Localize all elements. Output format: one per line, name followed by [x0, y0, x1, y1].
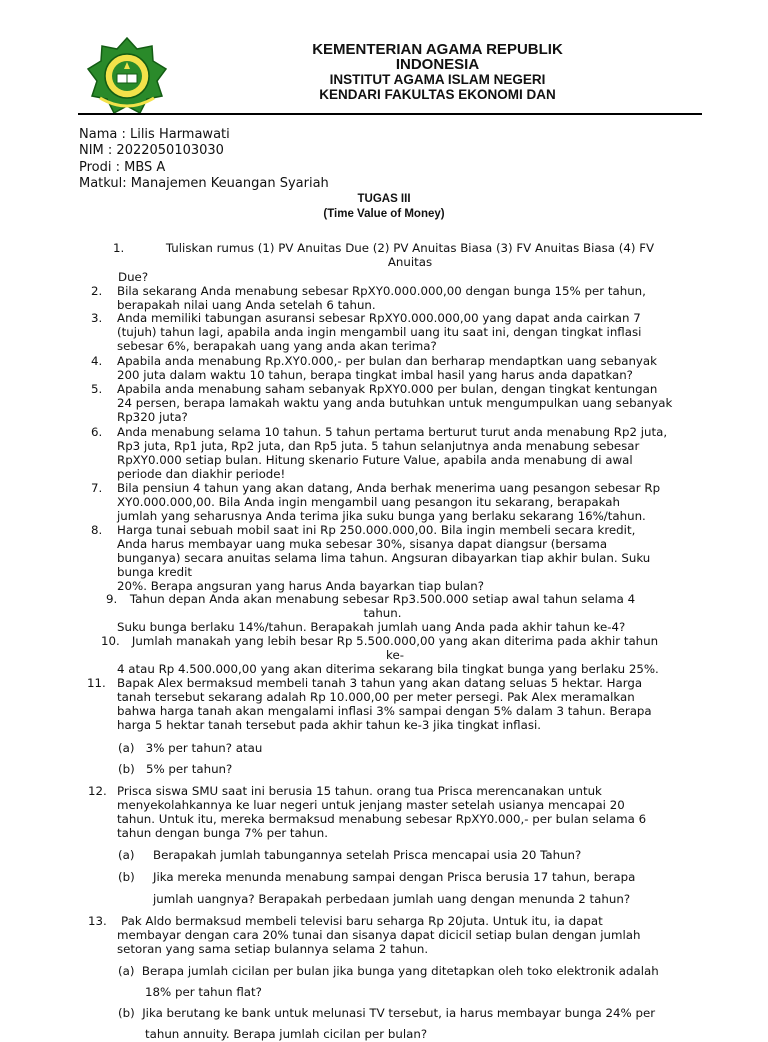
q7-line-3: jumlah yang seharusnya Anda terima jika suku bunga yang berlaku sekarang 16%/tahun.: [117, 509, 646, 523]
q4-line-2: 200 juta dalam waktu 10 tahun, berapa tingkat imbal hasil yang harus anda dapatkan?: [117, 368, 633, 382]
task-subtitle: (Time Value of Money): [323, 208, 445, 220]
institution-logo: [86, 36, 168, 118]
q1-line-3: Due?: [118, 270, 149, 284]
q7-number: 7.: [91, 481, 103, 495]
header-line-3: INSTITUT AGAMA ISLAM NEGERI: [329, 72, 546, 87]
q13-option-a-line-2: 18% per tahun flat?: [145, 985, 262, 999]
q6-line-2: Rp3 juta, Rp1 juta, Rp2 juta, dan Rp5 juta. 5 tahun selanjutnya anda menabung sebesar: [117, 439, 640, 453]
q11-option-a: (a) 3% per tahun? atau: [118, 741, 263, 755]
q12-option-b-line-1: Jika mereka menunda menabung sampai dengan Prisca berusia 17 tahun, berapa: [153, 870, 636, 884]
q10-number: 10.: [101, 634, 120, 648]
q8-line-4: bunga kredit: [117, 565, 192, 579]
q10-line-3: 4 atau Rp 4.500.000,00 yang akan diterima sekarang bila tingkat bunga yang berlaku 25%.: [117, 662, 659, 676]
student-name: Nama : Lilis Harmawati: [79, 127, 230, 142]
q12-line-1: Prisca siswa SMU saat ini berusia 15 tahun. orang tua Prisca merencanakan untuk: [117, 784, 602, 798]
q5-line-1: Apabila anda menabung saham sebanyak RpXY0.000 per bulan, dengan tingkat kentungan: [117, 382, 658, 396]
student-identity: [79, 127, 329, 193]
student-course: Matkul: Manajemen Keuangan Syariah: [79, 176, 329, 192]
q11-line-2: tanah tersebut sekarang adalah Rp 10.000,00 per meter persegi. Pak Alex meramalkan: [117, 690, 635, 704]
q1-line-2: Anuitas: [387, 255, 433, 269]
q11-option-b: (b) 5% per tahun?: [118, 762, 233, 776]
q12-number: 12.: [88, 784, 107, 798]
q3-line-3: sebesar 6%, berapakah uang yang anda akan terima?: [117, 339, 437, 353]
q12-option-a-label: (a): [118, 848, 135, 862]
q13-option-b-line-2: tahun annuity. Berapa jumlah cicilan per bulan?: [145, 1027, 428, 1041]
task-title: TUGAS III: [357, 193, 411, 205]
q9-line-1: Tahun depan Anda akan menabung sebesar Rp3.500.000 setiap awal tahun selama 4: [129, 592, 636, 606]
q13-option-a-line-1: (a) Berapa jumlah cicilan per bulan jika bunga yang ditetapkan oleh toko elektronik adalah: [118, 964, 659, 978]
q10-line-2: ke-: [386, 648, 404, 662]
q3-line-1: Anda memiliki tabungan asuransi sebesar RpXY0.000.000,00 yang dapat anda cairkan 7: [117, 311, 641, 325]
q12-line-3: tahun. Untuk itu, mereka bermaksud menabung sebesar RpXY0.000,- per bulan selama 6: [117, 812, 647, 826]
q7-line-1: Bila pensiun 4 tahun yang akan datang, Anda berhak menerima uang pesangon sebesar Rp: [117, 481, 661, 495]
q6-line-3: RpXY0.000 setiap bulan. Hitung skenario Future Value, apabila anda menabung di awal: [117, 453, 633, 467]
q12-option-b-label: (b): [118, 870, 135, 884]
q10-line-1: Jumlah manakah yang lebih besar Rp 5.500.000,00 yang akan diterima pada akhir tahun: [131, 634, 659, 648]
q3-line-2: (tujuh) tahun lagi, apabila anda ingin mengambil uang itu saat ini, dengan tingkat inflasi: [117, 325, 642, 339]
q6-number: 6.: [91, 425, 103, 439]
q2-number: 2.: [91, 284, 103, 298]
q8-line-2: Anda harus membayar uang muka sebesar 30%, sisanya dapat diangsur (bersama: [117, 537, 608, 551]
q1-line-1: Tuliskan rumus (1) PV Anuitas Due (2) PV Anuitas Biasa (3) FV Anuitas Biasa (4) FV: [165, 241, 655, 255]
header-line-1: KEMENTERIAN AGAMA REPUBLIK: [312, 41, 563, 58]
q9-line-3: Suku bunga berlaku 14%/tahun. Berapakah jumlah uang Anda pada akhir tahun ke-4?: [117, 620, 626, 634]
institution-header: [200, 42, 675, 102]
q6-line-4: periode dan diakhir periode!: [117, 467, 286, 481]
q5-line-3: Rp320 juta?: [117, 410, 188, 424]
q7-line-2: XY0.000.000,00. Bila Anda ingin mengambil uang pesangon itu sekarang, berapakah: [117, 495, 620, 509]
q2-line-1: Bila sekarang Anda menabung sebesar RpXY0.000.000,00 dengan bunga 15% per tahun,: [117, 284, 646, 298]
q12-option-a: Berapakah jumlah tabungannya setelah Prisca mencapai usia 20 Tahun?: [153, 848, 582, 862]
q8-line-5: 20%. Berapa angsuran yang harus Anda bayarkan tiap bulan?: [117, 579, 485, 593]
q12-line-4: tahun dengan bunga 7% per tahun.: [117, 826, 328, 840]
q8-number: 8.: [91, 523, 103, 537]
header-divider: [78, 113, 702, 115]
q11-number: 11.: [87, 676, 106, 690]
q9-line-2: tahun.: [363, 606, 402, 620]
q5-number: 5.: [91, 382, 103, 396]
q1-number: 1.: [113, 241, 125, 255]
q2-line-2: berapakah nilai uang Anda setelah 6 tahun.: [117, 298, 376, 312]
q6-line-1: Anda menabung selama 10 tahun. 5 tahun pertama berturut turut anda menabung Rp2 juta,: [117, 425, 668, 439]
header-line-2: INDONESIA: [395, 56, 480, 73]
q9-number: 9.: [106, 592, 118, 606]
student-nim: NIM : 2022050103030: [79, 143, 224, 159]
header-line-4: KENDARI FAKULTAS EKONOMI DAN: [319, 87, 556, 102]
q3-number: 3.: [91, 311, 103, 325]
q13-number: 13.: [88, 914, 107, 928]
q11-line-4: harga 5 hektar tanah tersebut pada akhir tahun ke-3 jika tingkat inflasi.: [117, 718, 542, 732]
q11-line-3: bahwa harga tanah akan mengalami inflasi 3% sampai dengan 5% dalam 3 tahun. Berapa: [117, 704, 652, 718]
q4-line-1: Apabila anda menabung Rp.XY0.000,- per bulan dan berharap mendaptkan uang sebanyak: [117, 354, 657, 368]
q12-option-b-line-2: jumlah uangnya? Berapakah perbedaan jumlah uang dengan menunda 2 tahun?: [153, 892, 631, 906]
q4-number: 4.: [91, 354, 103, 368]
q13-line-1: Pak Aldo bermaksud membeli televisi baru seharga Rp 20juta. Untuk itu, ia dapat: [121, 914, 603, 928]
q8-line-3: bunganya) secara anuitas selama lima tahun. Angsuran dibayarkan tiap akhir bulan. Suku: [117, 551, 651, 565]
q13-line-3: setoran yang sama setiap bulannya selama 2 tahun.: [117, 942, 429, 956]
q12-line-2: menyekolahkannya ke luar negeri untuk jenjang master setelah usianya mencapai 20: [117, 798, 625, 812]
student-prodi: Prodi : MBS A: [79, 159, 166, 175]
q5-line-2: 24 persen, berapa lamakah waktu yang anda butuhkan untuk mengumpulkan uang sebanyak: [117, 396, 673, 410]
q13-option-b-line-1: (b) Jika berutang ke bank untuk melunasi TV tersebut, ia harus membayar bunga 24% per: [118, 1006, 656, 1020]
q11-line-1: Bapak Alex bermaksud membeli tanah 3 tahun yang akan datang seluas 5 hektar. Harga: [117, 676, 643, 690]
q8-line-1: Harga tunai sebuah mobil saat ini Rp 250.000.000,00. Bila ingin membeli secara kredit,: [117, 523, 636, 537]
q13-line-2: membayar dengan cara 20% tunai dan sisanya dapat dicicil setiap bulan dengan jumlah: [117, 928, 641, 942]
